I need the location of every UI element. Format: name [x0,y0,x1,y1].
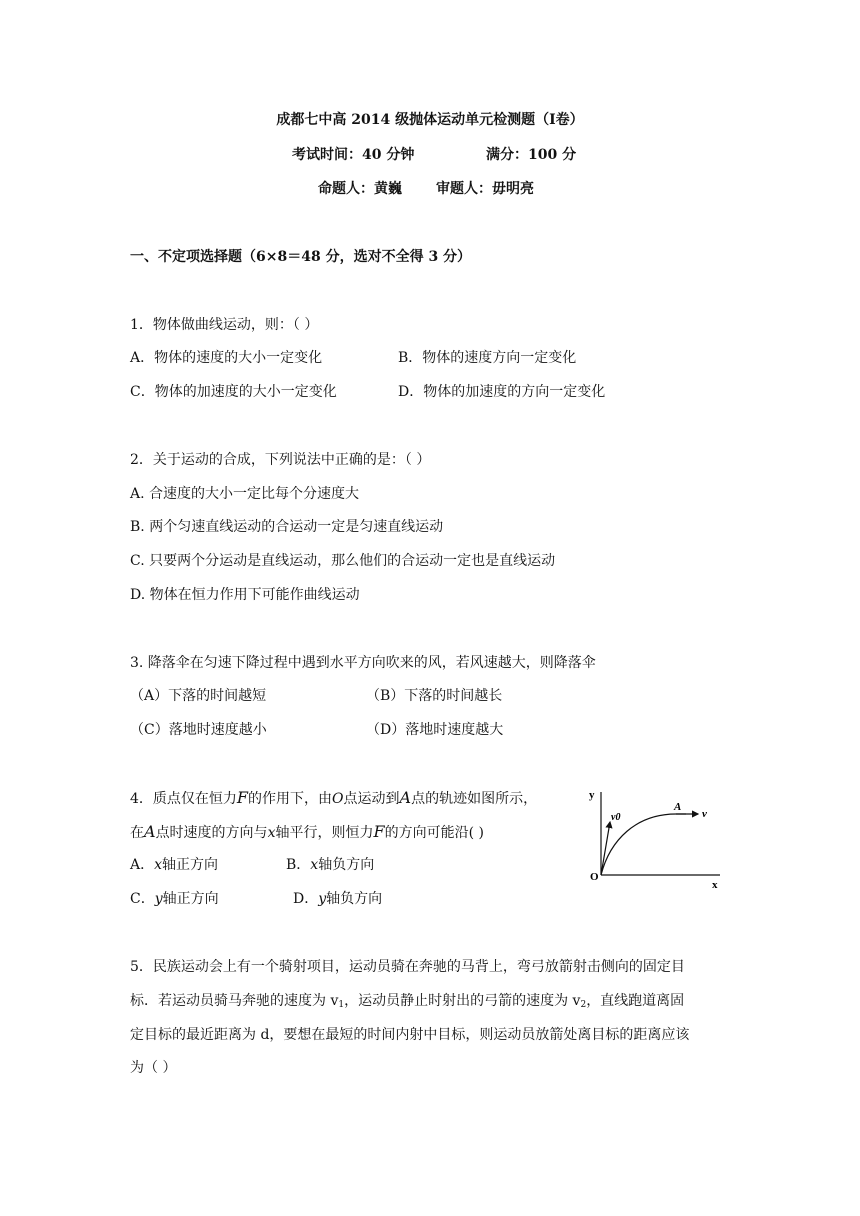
q1-option-b: B．物体的速度方向一定变化 [398,350,577,366]
trajectory-curve [601,814,686,875]
q4-stem-line2 [130,823,484,842]
option-label: B． [286,857,311,873]
q1-option-a: A．物体的速度的大小一定变化 [130,350,323,366]
q4-option-b [286,856,374,874]
x-symbol: x [154,857,163,873]
section-title: 一、不定项选择题（6×8＝48 分，选对不全得 3 分） [130,249,472,265]
x-symbol: x [310,857,319,873]
q4-text: 的作用下，由 [248,791,333,807]
q4-text: 轴平行，则恒力 [275,825,374,841]
q4-text: 点运动到 [343,791,400,807]
option-text: 轴负方向 [326,891,383,907]
q4-number: 4． [130,791,153,807]
x-axis-label: x [712,879,718,891]
q1-option-c: C．物体的加速度的大小一定变化 [130,384,337,400]
q1-stem: 1．物体做曲线运动，则：（ ） [130,317,319,333]
point-a-symbol: A [144,822,156,841]
option-label: D． [293,891,319,907]
q4-option-a [130,856,218,874]
trajectory-diagram [586,786,736,892]
q4-text: 在 [130,825,144,841]
q5-text: ，运动员静止时射出的弓箭的速度为 v [344,993,581,1009]
x-symbol: x [267,825,276,841]
exam-reviewer: 审题人：毋明亮 [436,181,534,197]
q4-text: 的方向可能沿( ) [384,825,484,841]
force-symbol: F [373,822,385,841]
q5-line2 [130,992,684,1014]
q2-option-c: C. 只要两个分运动是直线运动，那么他们的合运动一定也是直线运动 [130,553,556,569]
y-axis-label: y [589,789,595,801]
subscript: 1 [338,1000,345,1010]
exam-time: 考试时间：40 分钟 [292,147,415,163]
v-label: v [702,808,707,820]
q4-stem-line1 [130,789,537,808]
option-text: 轴负方向 [318,857,375,873]
q3-option-d: （D）落地时速度越大 [366,722,504,738]
q5-line4: 为（ ） [130,1060,177,1076]
point-a-symbol: A [399,788,412,807]
q2-stem: 2．关于运动的合成，下列说法中正确的是：（ ） [130,452,431,468]
origin-label: O [590,871,599,883]
origin-symbol: O [332,791,344,807]
option-text: 轴正方向 [162,857,219,873]
q3-option-a: （A）下落的时间越短 [130,688,267,704]
q5-line1: 5．民族运动会上有一个骑射项目，运动员骑在奔驰的马背上，弯弓放箭射击侧向的固定目 [130,959,685,975]
q2-option-b: B. 两个匀速直线运动的合运动一定是匀速直线运动 [130,519,444,535]
q3-option-b: （B）下落的时间越长 [366,688,503,704]
force-symbol: F [236,788,249,807]
q5-line3: 定目标的最近距离为 d，要想在最短的时间内射中目标，则运动员放箭处离目标的距离应该 [130,1027,690,1043]
q5-text: 标．若运动员骑马奔驰的速度为 v [130,993,339,1009]
exam-title: 成都七中高 2014 级抛体运动单元检测题（Ⅰ卷） [276,112,584,128]
q3-option-c: （C）落地时速度越小 [130,722,267,738]
y-symbol: y [318,891,327,907]
v0-label: v0 [611,812,621,823]
q4-text: 点的轨迹如图所示， [411,791,538,807]
option-label: C． [130,891,155,907]
exam-score: 满分：100 分 [486,147,577,163]
point-a-label: A [674,801,682,813]
q1-option-d: D．物体的加速度的方向一定变化 [398,384,606,400]
q3-stem: 3. 降落伞在匀速下降过程中遇到水平方向吹来的风，若风速越大，则降落伞 [130,655,596,671]
option-label: A． [130,857,155,873]
q2-option-d: D. 物体在恒力作用下可能作曲线运动 [130,587,360,603]
q4-text: 点时速度的方向与 [155,825,268,841]
q4-text: 质点仅在恒力 [152,791,237,807]
q5-text: ，直线跑道离固 [586,993,685,1009]
v0-vector [601,822,610,875]
subscript: 2 [580,1000,587,1010]
exam-author: 命题人：黄巍 [318,181,402,197]
option-text: 轴正方向 [162,891,219,907]
q4-option-c [130,890,219,908]
y-symbol: y [154,891,163,907]
q2-option-a: A. 合速度的大小一定比每个分速度大 [130,486,360,502]
q4-option-d [293,890,382,908]
